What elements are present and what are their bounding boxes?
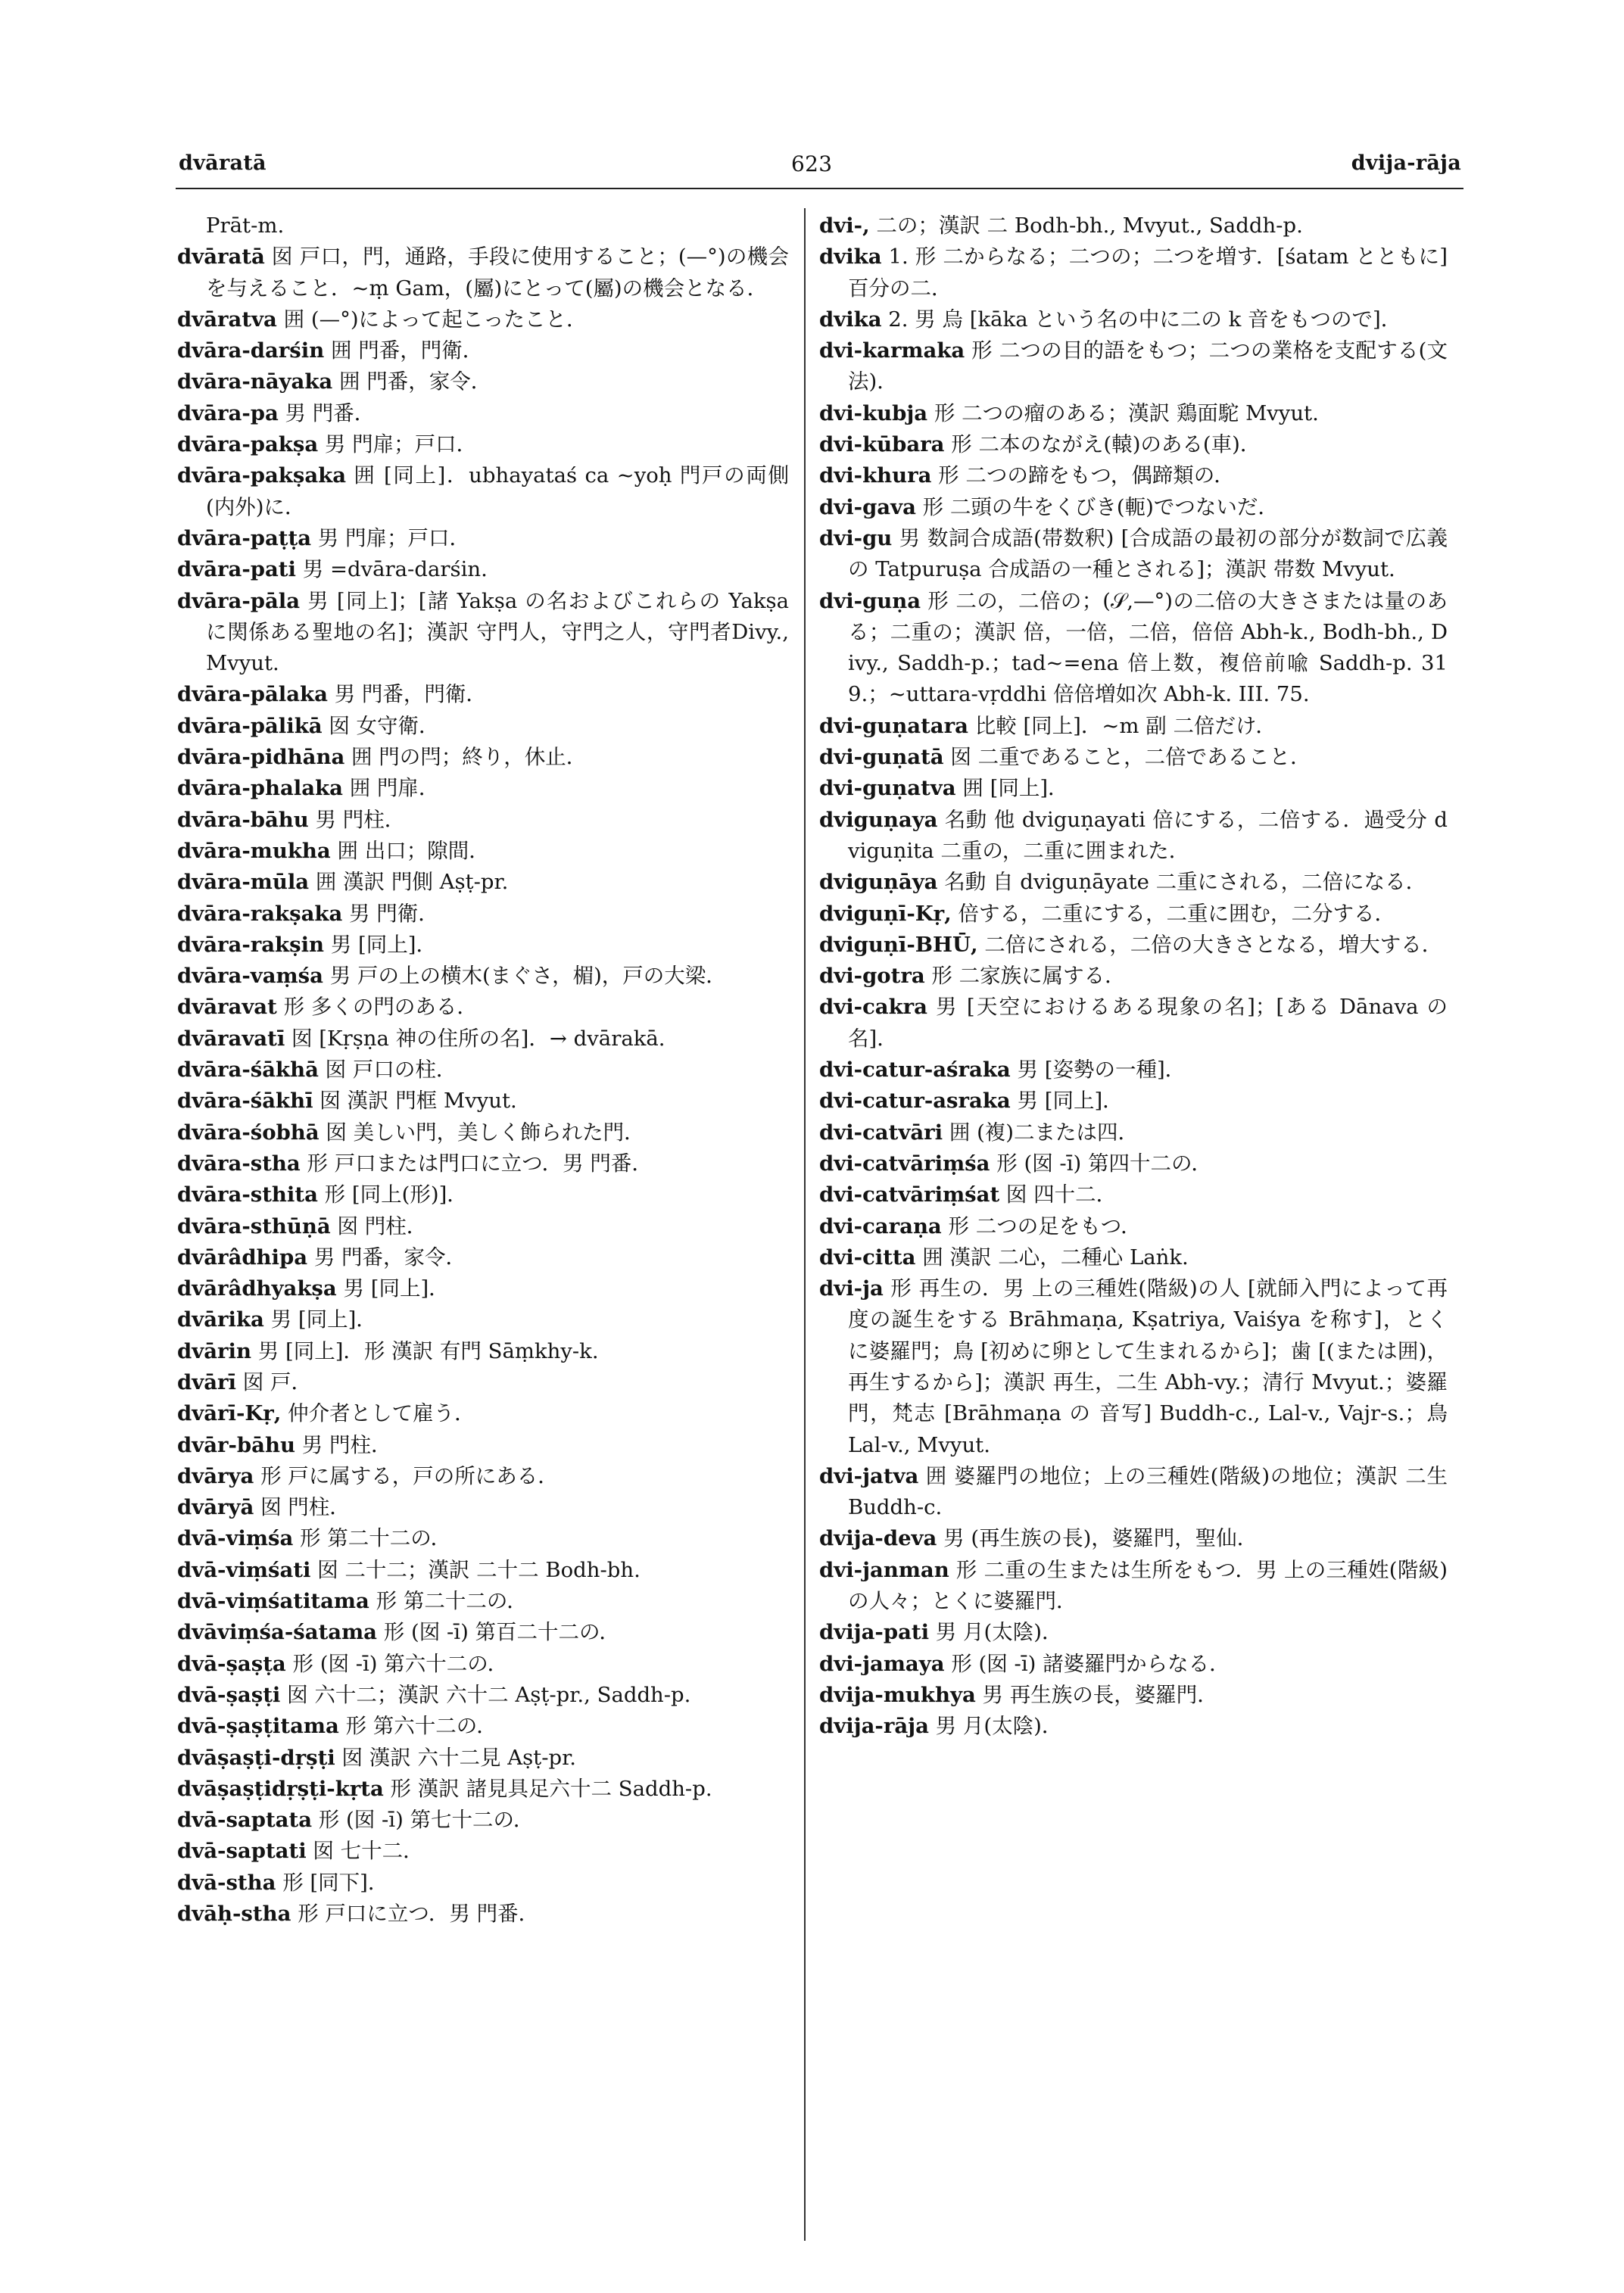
entry-headword: dvāryā [177, 1495, 254, 1520]
dictionary-entry [177, 1430, 789, 1461]
dictionary-entry [819, 1523, 1448, 1554]
dictionary-entry [177, 1242, 789, 1273]
entry-headword: dvārya [177, 1463, 254, 1488]
entry-definition: 形 第六十二の． [345, 1714, 497, 1739]
entry-headword: dvāra-pati [177, 557, 296, 582]
entry-headword: dvāra-pakṣaka [177, 463, 347, 488]
entry-definition: 男 門柱． [301, 1432, 392, 1457]
dictionary-entry [177, 1836, 789, 1867]
entry-definition: 囡 四十二． [1005, 1182, 1117, 1207]
dictionary-entry [177, 805, 789, 836]
entry-headword: dvāra-śākhī [177, 1089, 313, 1114]
dictionary-entry [177, 1868, 789, 1899]
entry-definition: 囡 門柱． [337, 1213, 428, 1238]
dictionary-entry [177, 1179, 789, 1210]
entry-headword: dvā-saptata [177, 1808, 313, 1833]
entry-definition: 囲 婆羅門の地位；上の三種姓(階級)の地位；漢訳 二生 Buddh-c. [848, 1463, 1448, 1520]
dictionary-entry [177, 742, 789, 773]
entry-definition: 囲 漢訳 門側 Aṣṭ-pr. [315, 870, 509, 895]
entry-headword: dvāviṃśa-śatama [177, 1620, 378, 1645]
entry-definition: 囲 [同上]． [962, 776, 1069, 801]
entry-headword: dvi-catur-aśraka [819, 1058, 1011, 1083]
entry-headword: dvija-pati [819, 1620, 930, 1645]
dictionary-entry [177, 429, 789, 460]
entry-headword: dvi-guṇatara [819, 713, 968, 738]
dictionary-entry [177, 1117, 789, 1148]
dictionary-entry [177, 961, 789, 992]
entry-headword: dvā-stha [177, 1870, 276, 1895]
dictionary-entry [819, 586, 1448, 711]
dictionary-entry [819, 930, 1448, 961]
entry-definition: 形 [同上(形)]． [324, 1182, 468, 1207]
entry-definition: 囲 漢訳 二心，二種心 Laṅk. [922, 1245, 1189, 1270]
dictionary-entry [177, 1304, 789, 1335]
entry-headword: dviguṇī-BHŪ, [819, 932, 978, 957]
dictionary-entry [177, 1148, 789, 1179]
entry-definition: 名動 自 dviguṇāyate 二重にされる，二倍になる． [944, 870, 1427, 895]
dictionary-entry [819, 992, 1448, 1055]
entry-headword: dvāra-bāhu [177, 807, 309, 832]
entry-headword: dvāṣaṣṭidṛṣṭi-kṛta [177, 1776, 384, 1801]
dictionary-entry [177, 1492, 789, 1523]
entry-definition: 2. 男 烏 [kāka という名の中に二の k 音をもつので]． [888, 307, 1402, 332]
dictionary-entry [177, 1086, 789, 1117]
dictionary-entry [819, 1461, 1448, 1524]
entry-headword: dvāra-phalaka [177, 776, 343, 801]
entry-definition: 囡 漢訳 門框 Mvyut. [320, 1089, 517, 1114]
entry-definition: 男 [姿勢の一種]． [1017, 1058, 1186, 1083]
dictionary-entry [819, 1555, 1448, 1618]
entry-headword: dvāra-nāyaka [177, 369, 333, 394]
entry-definition: 囲 門の閂；終り，休止． [351, 745, 588, 770]
dictionary-entry [819, 335, 1448, 398]
entry-definition: 男 [同上]． [343, 1276, 450, 1301]
entry-definition: 形 二つの目的語をもつ；二つの業格を支配する(文法)． [848, 338, 1448, 394]
entry-definition: 二の；漢訳 二 Bodh-bh., Mvyut., Saddh-p. [876, 213, 1303, 238]
entry-headword: dvi-kubja [819, 400, 928, 425]
dictionary-entry [177, 241, 789, 304]
entry-definition: 名動 他 dviguṇayati 倍にする，二倍する．過受分 dviguṇita 二重の，二重に囲まれた． [848, 807, 1448, 863]
page-number: 623 [791, 151, 833, 176]
entry-headword: dvārī [177, 1369, 236, 1394]
entry-definition: 男 [同上]． [1017, 1089, 1124, 1114]
entry-headword: dvāratva [177, 307, 277, 332]
entry-headword: dvāravatī [177, 1026, 285, 1051]
entry-headword: dvāra-pa [177, 400, 279, 425]
entry-headword: dvāra-mūla [177, 870, 310, 895]
entry-headword: dvāra-pālikā [177, 713, 323, 738]
entry-headword: dvāra-pālaka [177, 682, 328, 707]
dictionary-entry [819, 1649, 1448, 1680]
dictionary-entry [177, 1367, 789, 1398]
dictionary-entry [177, 366, 789, 397]
entry-headword: dvija-rāja [819, 1714, 929, 1739]
entry-definition: 男 月(太陰)． [935, 1620, 1063, 1645]
entry-headword: dvi-ja [819, 1276, 884, 1301]
entry-headword: dvāṣaṣṭi-dṛṣṭi [177, 1745, 335, 1770]
entry-headword: dvija-deva [819, 1526, 937, 1551]
dictionary-entry [819, 1211, 1448, 1242]
entry-definition: Prāt-m. [206, 213, 285, 238]
entry-definition: 囲 (複)二または四． [949, 1120, 1139, 1145]
entry-definition: 形 漢訳 諸見具足六十二 Saddh-p. [390, 1776, 712, 1801]
entry-definition: 男 [同上]． [270, 1307, 377, 1332]
entry-headword: dvi-, [819, 213, 870, 238]
entry-headword: dvika [819, 245, 882, 269]
dictionary-entry [819, 1117, 1448, 1148]
entry-headword: dvāra-rakṣin [177, 932, 325, 957]
dictionary-entry [177, 1273, 789, 1304]
entry-definition: 囲 門番，家令． [338, 369, 492, 394]
dictionary-entry [819, 961, 1448, 992]
entry-headword: dvā-ṣaṣṭitama [177, 1714, 339, 1739]
dictionary-entry [819, 742, 1448, 773]
dictionary-entry [819, 867, 1448, 898]
dictionary-entry [177, 1805, 789, 1836]
entry-headword: dvāratā [177, 245, 265, 269]
dictionary-entry [177, 1055, 789, 1086]
entry-headword: dvi-gava [819, 494, 916, 519]
entry-headword: dvi-catur-asraka [819, 1089, 1011, 1114]
dictionary-entry [177, 930, 789, 961]
entry-headword: dviguṇaya [819, 807, 938, 832]
entry-headword: dvi-guṇatā [819, 745, 944, 770]
dictionary-entry [177, 1680, 789, 1711]
dictionary-entry [177, 1023, 789, 1055]
entry-headword: dvi-kūbara [819, 432, 945, 457]
entry-headword: dvāḥ-stha [177, 1902, 291, 1927]
entry-definition: 囡 [Kṛṣṇa 神の住所の名]．→ dvārakā. [291, 1026, 665, 1051]
entry-definition: 二倍にされる，二倍の大きさとなる，増大する． [984, 932, 1443, 957]
entry-headword: dvārika [177, 1307, 264, 1332]
entry-headword: dvā-ṣaṣṭa [177, 1651, 286, 1676]
entry-headword: dvā-viṃśati [177, 1557, 311, 1582]
dictionary-entry [819, 1617, 1448, 1648]
entry-headword: dvāra-pakṣa [177, 432, 319, 457]
dictionary-entry [819, 1148, 1448, 1179]
entry-headword: dvāra-paṭṭa [177, 525, 312, 550]
dictionary-entry [819, 1680, 1448, 1711]
entry-definition: 囡 七十二． [313, 1839, 424, 1864]
dictionary-entry [177, 711, 789, 742]
entry-headword: dvi-khura [819, 463, 932, 488]
entry-headword: dvāra-sthita [177, 1182, 318, 1207]
entry-definition: 形 二の，二倍の；(𝒮,—°)の二倍の大きさまたは量のある；二重の；漢訳 倍，一倍，二倍，倍倍 Abh-k., Bodh-bh., Divy., Saddh-p.；tad~=ena 倍上数，複倍前喩 Saddh-p. 319.；~uttara-vṛddhi 倍倍増如次 Abh-k. III. 75. [848, 588, 1448, 707]
entry-headword: dvā-ṣaṣṭi [177, 1682, 281, 1707]
entry-headword: dvi-jatva [819, 1463, 919, 1488]
dictionary-entry [819, 773, 1448, 804]
entry-headword: dvāra-sthūṇā [177, 1213, 331, 1238]
entry-headword: dvārâdhipa [177, 1245, 308, 1270]
entry-definition: 囲 門番，門衛． [330, 338, 484, 363]
dictionary-entry [177, 679, 789, 710]
entry-headword: dvāra-śobhā [177, 1120, 320, 1145]
entry-definition: 囲 (—°)によって起こったこと． [283, 307, 588, 332]
dictionary-entry [819, 805, 1448, 868]
entry-headword: dvi-gotra [819, 964, 925, 989]
entry-headword: dvi-catvāri [819, 1120, 943, 1145]
dictionary-entry [177, 1711, 789, 1742]
dictionary-entry [177, 1899, 789, 1930]
dictionary-entry [177, 554, 789, 585]
entry-headword: dvāra-śākhā [177, 1058, 319, 1083]
entry-definition: 倍する，二重にする，二重に囲む，二分する． [958, 901, 1395, 926]
dictionary-entry [177, 1743, 789, 1774]
entry-definition: 形 二つの瘤のある；漢訳 鶏面駝 Mvyut. [934, 400, 1319, 425]
entry-definition: 囡 戸口の柱． [325, 1058, 457, 1083]
entry-definition: 男 月(太陰)． [935, 1714, 1063, 1739]
entry-definition: 囡 六十二；漢訳 六十二 Aṣṭ-pr., Saddh-p. [287, 1682, 691, 1707]
entry-headword: dvi-guṇatva [819, 776, 956, 801]
dictionary-entry [819, 523, 1448, 586]
dictionary-entry [177, 836, 789, 867]
entry-definition: 仲介者として雇う． [288, 1401, 475, 1426]
entry-headword: dvāra-darśin [177, 338, 325, 363]
entry-definition: 形 二重の生または生所をもつ．男 上の三種姓(階級)の人々；とくに婆羅門． [848, 1557, 1448, 1614]
entry-definition: 形 二つの足をもつ． [948, 1213, 1142, 1238]
dictionary-entry [177, 586, 789, 680]
entry-definition: 1. 形 二からなる；二つの；二つを増す．[śatam とともに] 百分の二． [848, 245, 1448, 301]
entry-definition: 比較 [同上]．~m 副 二倍だけ． [974, 713, 1276, 738]
column-divider [804, 208, 806, 2241]
entry-definition: 男 [同上]． [330, 932, 437, 957]
dictionary-entry [177, 1617, 789, 1648]
entry-headword: dvi-catvāriṃśat [819, 1182, 1000, 1207]
right-guide-word: dvija-rāja [1351, 151, 1461, 175]
entry-headword: dvi-jamaya [819, 1651, 945, 1676]
entry-definition: 形 二家族に属する． [931, 964, 1126, 989]
entry-definition: 男 門扉；戸口． [324, 432, 478, 457]
entry-definition: 男 門衛． [349, 901, 439, 926]
left-guide-word: dvāratā [179, 151, 267, 175]
dictionary-entry [819, 711, 1448, 742]
dictionary-entry [819, 1242, 1448, 1273]
entry-headword: dviguṇāya [819, 870, 938, 895]
entry-definition: 囲 [同上]．ubhayataś ca ~yoḥ 門戸の両側(内外)に． [206, 463, 789, 519]
dictionary-entry [177, 335, 789, 366]
entry-definition: 男 門番，家令． [313, 1245, 467, 1270]
entry-definition: 形 二本のながえ(轅)のある(車)． [951, 432, 1261, 457]
entry-definition: 形 (囡 -ī) 第六十二の． [292, 1651, 509, 1676]
entry-definition: 男 門番． [285, 400, 376, 425]
entry-headword: dvā-viṃśatitama [177, 1589, 369, 1614]
entry-definition: 形 (囡 -ī) 第四十二の． [996, 1151, 1212, 1176]
dictionary-entry [819, 241, 1448, 304]
entry-definition: 囡 漢訳 六十二見 Aṣṭ-pr. [341, 1745, 576, 1770]
header-rule [176, 188, 1463, 189]
right-column [819, 210, 1448, 1743]
entry-headword: dvāra-vaṃśa [177, 964, 323, 989]
entry-headword: dvā-saptati [177, 1839, 307, 1864]
dictionary-entry [177, 523, 789, 554]
entry-headword: dvija-mukhya [819, 1682, 976, 1707]
entry-definition: 形 第二十二の． [376, 1589, 528, 1614]
dictionary-entry [177, 1649, 789, 1680]
entry-definition: 男 門柱． [315, 807, 406, 832]
dictionary-entry [819, 210, 1448, 241]
entry-definition: 囡 門柱． [260, 1495, 351, 1520]
dictionary-entry [177, 398, 789, 429]
entry-definition: 男 門扉；戸口． [317, 525, 471, 550]
dictionary-entry [819, 492, 1448, 523]
entry-headword: dvi-karmaka [819, 338, 965, 363]
entry-headword: dvārâdhyakṣa [177, 1276, 337, 1301]
entry-headword: dvāra-rakṣaka [177, 901, 343, 926]
dictionary-entry [177, 1586, 789, 1617]
entry-definition: 形 二頭の牛をくびき(軛)でつないだ． [922, 494, 1279, 519]
entry-definition: 男 [同上]．形 漢訳 有門 Sāṃkhy-k. [257, 1338, 599, 1363]
entry-definition: 形 戸口に立つ．男 門番． [298, 1902, 540, 1927]
entry-definition: 囡 女守衛． [329, 713, 440, 738]
entry-definition: 男 =dvāra-darśin. [302, 557, 488, 582]
entry-headword: dvāravat [177, 995, 277, 1020]
entry-headword: dvāra-mukha [177, 838, 331, 863]
entry-definition: 形 第二十二の． [300, 1526, 452, 1551]
entry-definition: 形 戸口または門口に立つ．男 門番． [307, 1151, 653, 1176]
entry-headword: dvi-cakra [819, 995, 927, 1020]
dictionary-entry [177, 304, 789, 335]
entry-headword: dvika [819, 307, 882, 332]
dictionary-entry [819, 460, 1448, 491]
entry-definition: 囡 戸口，門，通路，手段に使用すること；(—°)の機会を与えること．~ṃ Gam，(屬)にとって(屬)の機会となる． [206, 245, 789, 301]
entry-headword: dvāra-pāla [177, 588, 301, 613]
dictionary-entry [177, 1211, 789, 1242]
entry-headword: dvārin [177, 1338, 251, 1363]
dictionary-entry [177, 1555, 789, 1586]
dictionary-entry [819, 1711, 1448, 1742]
entry-headword: dvāra-stha [177, 1151, 301, 1176]
entry-definition: 男 [天空におけるある現象の名]；[ある Dānava の名]． [848, 995, 1448, 1051]
dictionary-entry [819, 899, 1448, 930]
entry-definition: 男 再生族の長，婆羅門． [982, 1682, 1218, 1707]
dictionary-entry [177, 899, 789, 930]
entry-headword: dvi-catvāriṃśa [819, 1151, 990, 1176]
entry-headword: dviguṇī-Kṛ, [819, 901, 952, 926]
dictionary-entry [177, 1398, 789, 1429]
dictionary-entry [819, 1273, 1448, 1461]
dictionary-entry [177, 1336, 789, 1367]
entry-headword: dvāra-pidhāna [177, 745, 345, 770]
entry-headword: dvi-citta [819, 1245, 916, 1270]
dictionary-entry [819, 1055, 1448, 1086]
dictionary-entry [819, 429, 1448, 460]
entry-definition: 囡 美しい門，美しく飾られた門． [326, 1120, 645, 1145]
dictionary-entry [177, 1523, 789, 1554]
entry-definition: 囡 戸． [242, 1369, 312, 1394]
dictionary-entry [177, 992, 789, 1023]
entry-definition: 囡 二十二；漢訳 二十二 Bodh-bh. [317, 1557, 641, 1582]
entry-definition: 男 数詞合成語(帯数釈) [合成語の最初の部分が数詞で広義の Tatpuruṣa 合成語の一種とされる]；漢訳 帯数 Mvyut. [848, 525, 1448, 582]
entry-headword: dvi-janman [819, 1557, 949, 1582]
entry-headword: dvi-gu [819, 525, 893, 550]
entry-headword: dvārī-Kṛ, [177, 1401, 282, 1426]
dictionary-entry [177, 867, 789, 898]
dictionary-entry [177, 210, 789, 241]
entry-headword: dvār-bāhu [177, 1432, 295, 1457]
entry-definition: 男 門番，門衛． [334, 682, 487, 707]
dictionary-entry [819, 1179, 1448, 1210]
entry-definition: 囡 二重であること，二倍であること． [950, 745, 1311, 770]
dictionary-entry [177, 1461, 789, 1492]
entry-definition: 男 [同上]；[諸 Yakṣa の名およびこれらの Yakṣa に関係ある聖地の名]；漢訳 守門人，守門之人，守門者Divy., Mvyut. [206, 588, 789, 676]
entry-headword: dvā-viṃśa [177, 1526, 294, 1551]
entry-definition: 形 多くの門のある． [283, 995, 478, 1020]
entry-definition: 形 (囡 -ī) 諸婆羅門からなる． [951, 1651, 1230, 1676]
dictionary-entry [177, 1774, 789, 1805]
dictionary-entry [819, 398, 1448, 429]
entry-headword: dvi-guṇa [819, 588, 921, 613]
entry-definition: 形 [同下]． [282, 1870, 389, 1895]
entry-definition: 形 再生の．男 上の三種姓(階級)の人 [就師入門によって再度の誕生をする Brāhmaṇa, Kṣatriya, Vaiśya を称す]，とくに婆羅門；鳥 [初めに卵として生まれるから]；歯 [(または囲)，再生するから]；漢訳 再生，二生 Abh-vy.；清行 Mvyut.；婆羅門，梵志 [Brāhmaṇa の 音写] Buddh-c., Lal-v., Vajr-s.；鳥 Lal-v., Mvyut. [848, 1276, 1448, 1457]
dictionary-entry [177, 460, 789, 523]
entry-definition: 形 (囡 -ī) 第百二十二の． [383, 1620, 620, 1645]
entry-definition: 形 二つの蹄をもつ，偶蹄類の． [938, 463, 1235, 488]
dictionary-entry [819, 304, 1448, 335]
entry-definition: 形 戸に属する，戸の所にある． [260, 1463, 559, 1488]
left-column [177, 210, 789, 1930]
entry-definition: 囲 門扉． [349, 776, 440, 801]
entry-headword: dvi-caraṇa [819, 1213, 942, 1238]
entry-definition: 男 戸の上の横木(まぐさ，楣)，戸の大梁． [329, 964, 727, 989]
entry-definition: 囲 出口；隙間． [337, 838, 490, 863]
entry-definition: 男 (再生族の長)，婆羅門，聖仙． [943, 1526, 1258, 1551]
entry-definition: 形 (囡 -ī) 第七十二の． [318, 1808, 535, 1833]
dictionary-entry [819, 1086, 1448, 1117]
dictionary-entry [177, 773, 789, 804]
